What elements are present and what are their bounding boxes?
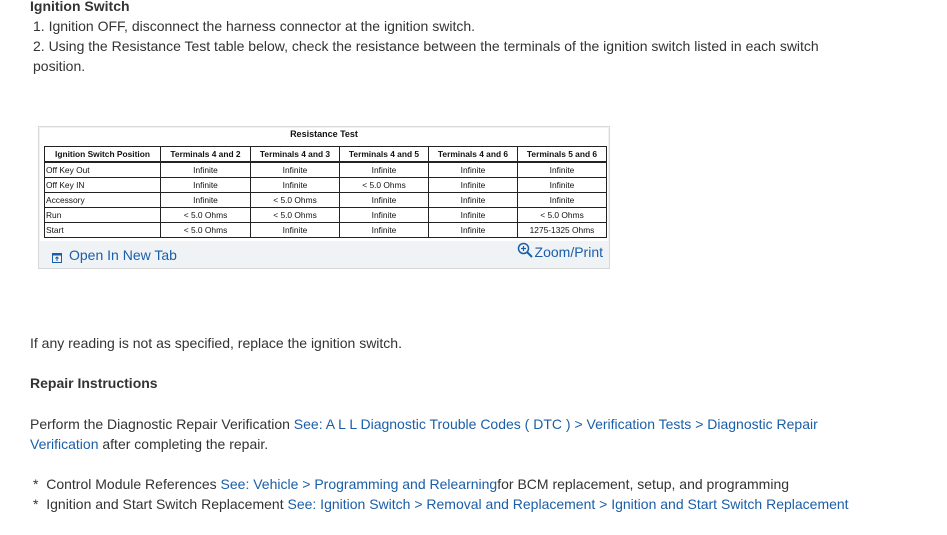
table-cell: Infinite xyxy=(251,223,340,238)
table-cell: Infinite xyxy=(161,193,251,208)
open-in-new-tab-label: Open In New Tab xyxy=(69,247,177,263)
table-cell: Infinite xyxy=(429,178,518,193)
table-cell: < 5.0 Ohms xyxy=(518,208,607,223)
table-cell: Off Key Out xyxy=(45,162,161,178)
resistance-test-image xyxy=(40,128,608,241)
reference-prefix: Ignition and Start Switch Replacement xyxy=(46,496,288,512)
step-1: 1. Ignition OFF, disconnect the harness connector at the ignition switch. xyxy=(33,18,476,34)
table-header-cell: Terminals 4 and 3 xyxy=(251,147,340,163)
reference-prefix: Control Module References xyxy=(46,476,221,492)
list-item xyxy=(30,474,910,494)
list-item xyxy=(30,494,910,514)
perform-prefix: Perform the Diagnostic Repair Verification xyxy=(30,416,294,432)
table-cell: Infinite xyxy=(518,193,607,208)
bullet-marker: * xyxy=(33,496,39,512)
zoom-in-icon xyxy=(517,242,533,258)
table-row xyxy=(45,223,607,238)
table-row xyxy=(45,208,607,223)
table-header-cell: Terminals 4 and 6 xyxy=(429,147,518,163)
repair-instructions-heading: Repair Instructions xyxy=(30,375,158,391)
table-cell: Infinite xyxy=(340,208,429,223)
table-header-cell: Ignition Switch Position xyxy=(45,147,161,163)
table-cell: Infinite xyxy=(251,178,340,193)
table-cell: Infinite xyxy=(429,193,518,208)
procedure-steps xyxy=(30,16,870,76)
section-title: Ignition Switch xyxy=(30,0,130,14)
diagnostic-repair-verification-link[interactable]: See: A L L Diagnostic Trouble Codes ( DTC ) > Verification Tests > Diagnostic Repair Verification xyxy=(30,416,818,452)
table-cell: Infinite xyxy=(429,223,518,238)
table-header-cell: Terminals 4 and 5 xyxy=(340,147,429,163)
table-row xyxy=(45,178,607,193)
table-cell: Infinite xyxy=(429,162,518,178)
table-cell: Infinite xyxy=(518,162,607,178)
table-cell: Infinite xyxy=(161,162,251,178)
resistance-test-table xyxy=(44,146,607,238)
table-header-row xyxy=(45,147,607,163)
reference-suffix: for BCM replacement, setup, and programming xyxy=(497,476,790,492)
table-header-cell: Terminals 4 and 2 xyxy=(161,147,251,163)
table-cell: Accessory xyxy=(45,193,161,208)
table-row xyxy=(45,162,607,178)
bullet-marker: * xyxy=(33,476,39,492)
table-cell: < 5.0 Ohms xyxy=(340,178,429,193)
open-new-tab-icon xyxy=(52,250,62,260)
perform-suffix: after completing the repair. xyxy=(98,436,269,452)
table-cell: < 5.0 Ohms xyxy=(161,208,251,223)
table-cell: Off Key IN xyxy=(45,178,161,193)
zoom-print-label: Zoom/Print xyxy=(534,244,603,260)
table-cell: Start xyxy=(45,223,161,238)
perform-verification-paragraph xyxy=(30,414,850,454)
table-cell: Infinite xyxy=(429,208,518,223)
table-title: Resistance Test xyxy=(290,129,358,139)
table-cell: < 5.0 Ohms xyxy=(251,193,340,208)
ignition-switch-replacement-link[interactable]: See: Ignition Switch > Removal and Replacement > Ignition and Start Switch Replacement xyxy=(287,496,849,512)
table-cell: < 5.0 Ohms xyxy=(161,223,251,238)
table-cell: Infinite xyxy=(518,178,607,193)
step-2: 2. Using the Resistance Test table below, check the resistance between the terminals of the ignition switch listed in each switch position. xyxy=(33,38,819,74)
table-cell: < 5.0 Ohms xyxy=(251,208,340,223)
table-cell: Infinite xyxy=(161,178,251,193)
table-cell: 1275-1325 Ohms xyxy=(518,223,607,238)
table-header-cell: Terminals 5 and 6 xyxy=(518,147,607,163)
table-cell: Infinite xyxy=(340,193,429,208)
open-in-new-tab-link[interactable] xyxy=(52,247,177,263)
resistance-test-figure xyxy=(38,126,610,269)
table-cell: Infinite xyxy=(251,162,340,178)
zoom-print-link[interactable] xyxy=(517,244,603,260)
references-list xyxy=(30,474,910,514)
programming-relearning-link[interactable]: See: Vehicle > Programming and Relearning xyxy=(220,476,498,492)
table-cell: Infinite xyxy=(340,162,429,178)
table-row xyxy=(45,193,607,208)
table-cell: Run xyxy=(45,208,161,223)
table-cell: Infinite xyxy=(340,223,429,238)
not-specified-note: If any reading is not as specified, replace the ignition switch. xyxy=(30,335,402,351)
